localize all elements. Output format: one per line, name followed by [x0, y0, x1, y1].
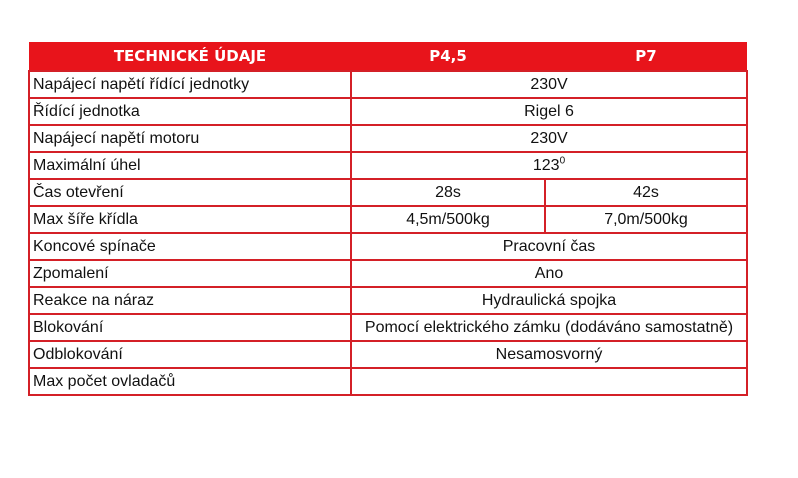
- table-row: [29, 71, 747, 98]
- row-value: Ano: [351, 260, 747, 287]
- table-header-row: [29, 42, 747, 71]
- table-row: [29, 125, 747, 152]
- row-value: Nesamosvorný: [351, 341, 747, 368]
- angle-value: 123: [532, 156, 560, 174]
- table-row: [29, 368, 747, 395]
- table-row: [29, 98, 747, 125]
- row-value: Pracovní čas: [351, 233, 747, 260]
- row-value: [351, 152, 747, 179]
- row-label: Zpomalení: [29, 260, 351, 287]
- row-label: Napájecí napětí řídící jednotky: [29, 71, 351, 98]
- row-value: Rigel 6: [351, 98, 747, 125]
- row-value-p7: 42s: [545, 179, 747, 206]
- table-row: [29, 260, 747, 287]
- row-value: [351, 368, 747, 395]
- row-value: Pomocí elektrického zámku (dodáváno samostatně): [351, 314, 747, 341]
- row-label: Koncové spínače: [29, 233, 351, 260]
- table-row: [29, 233, 747, 260]
- row-value-p45: 28s: [351, 179, 545, 206]
- table-row: [29, 287, 747, 314]
- header-p7: P7: [545, 42, 747, 71]
- row-label: Napájecí napětí motoru: [29, 125, 351, 152]
- row-label: Max šíře křídla: [29, 206, 351, 233]
- row-label: Reakce na náraz: [29, 287, 351, 314]
- row-value: Hydraulická spojka: [351, 287, 747, 314]
- row-value-p45: 4,5m/500kg: [351, 206, 545, 233]
- row-value-p7: 7,0m/500kg: [545, 206, 747, 233]
- table-row: [29, 179, 747, 206]
- degree-superscript: 0: [559, 155, 566, 167]
- row-label: Maximální úhel: [29, 152, 351, 179]
- row-label: Max počet ovladačů: [29, 368, 351, 395]
- row-label: Odblokování: [29, 341, 351, 368]
- table-row: [29, 314, 747, 341]
- row-label: Čas otevření: [29, 179, 351, 206]
- header-p45: P4,5: [351, 42, 545, 71]
- table-row: [29, 152, 747, 179]
- table-row: [29, 341, 747, 368]
- table-row: [29, 206, 747, 233]
- row-label: Blokování: [29, 314, 351, 341]
- technical-specs-table: [28, 42, 748, 396]
- row-value: 230V: [351, 71, 747, 98]
- row-value: 230V: [351, 125, 747, 152]
- header-technical-data: TECHNICKÉ ÚDAJE: [29, 42, 351, 71]
- row-label: Řídící jednotka: [29, 98, 351, 125]
